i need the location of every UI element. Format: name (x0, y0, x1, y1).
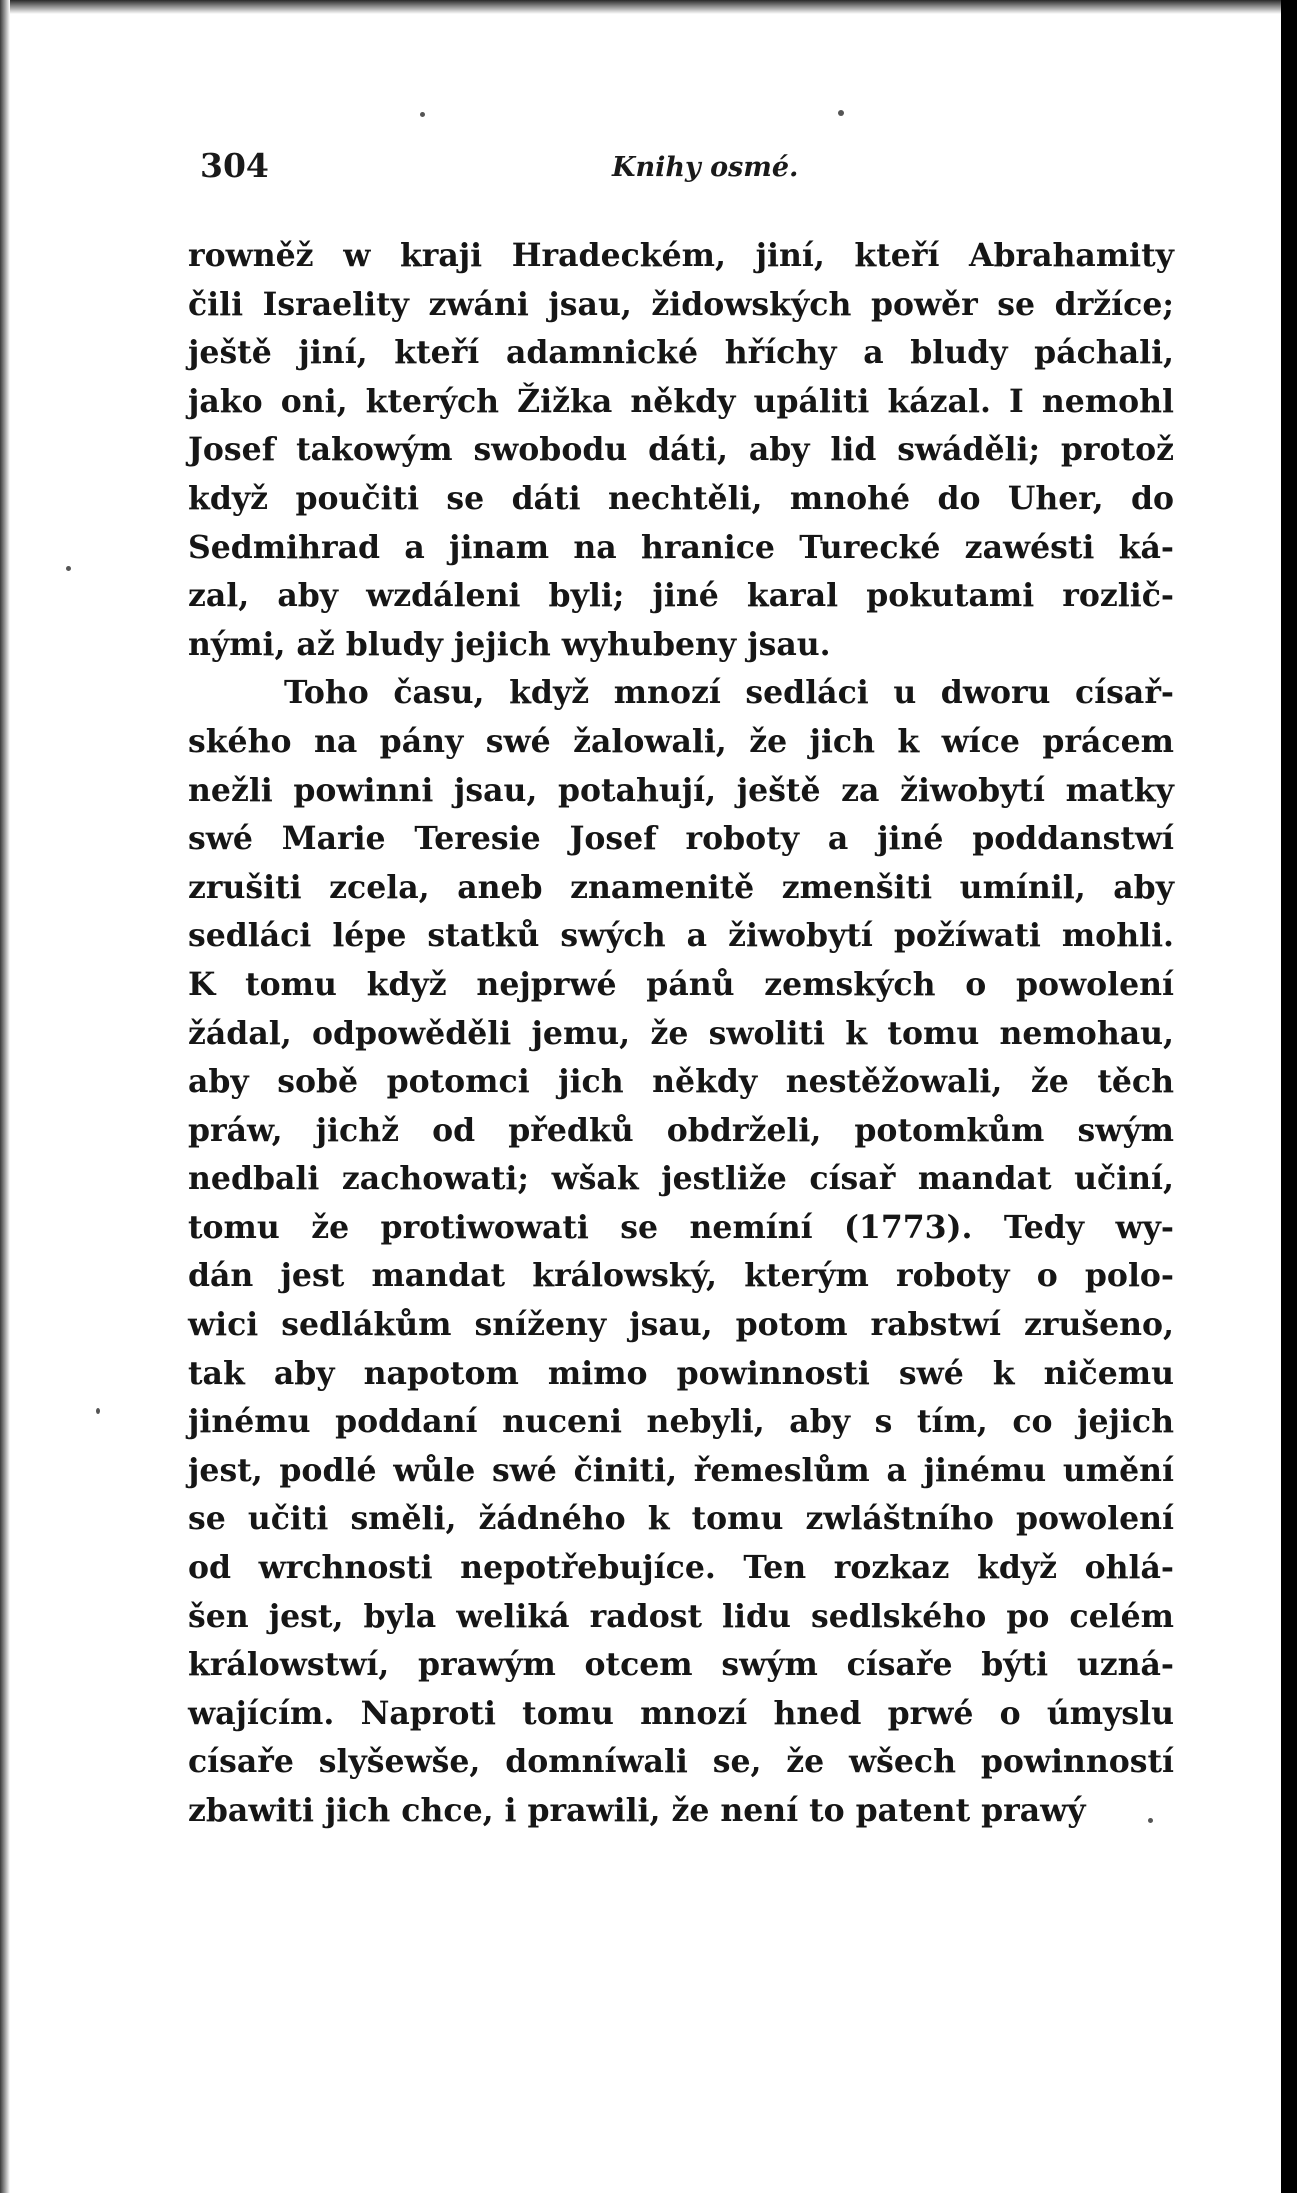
text-line: Sedmihrad a jinam na hranice Turecké zawésti ká- (188, 528, 1174, 566)
text-line: žádal, odpowěděli jemu, že swoliti k tomu nemohau, (188, 1014, 1174, 1052)
running-head: Knihy osmé. (612, 152, 799, 183)
text-line: králowstwí, prawým otcem swým císaře býti uzná- (188, 1646, 1174, 1684)
text-line: tak aby napotom mimo powinnosti swé k ničemu (188, 1354, 1174, 1392)
text-line: K tomu když nejprwé pánů zemských o powolení (188, 965, 1174, 1003)
text-line: zbawiti jich chce, i prawili, že není to patent prawý (188, 1792, 1086, 1829)
text-line: jinému poddaní nuceni nebyli, aby s tím, co jejich (188, 1403, 1174, 1441)
text-line: jako oni, kterých Žižka někdy upáliti kázal. I nemohl (188, 382, 1174, 420)
text-line: swé Marie Teresie Josef roboty a jiné poddanstwí (188, 820, 1174, 858)
page-number: 304 (200, 146, 269, 185)
text-line: Josef takowým swobodu dáti, aby lid swáděli; protož (188, 431, 1174, 469)
text-line: ského na pány swé žalowali, že jich k wíce prácem (188, 722, 1174, 760)
scan-speck (1148, 1818, 1153, 1823)
paragraph-end-line: nými, až bludy jejich wyhubeny jsau. (188, 625, 831, 663)
text-line: wajícím. Naproti tomu mnozí hned prwé o úmyslu (188, 1694, 1174, 1732)
text-line: nedbali zachowati; wšak jestliže císař mandat učiní, (188, 1160, 1174, 1198)
scan-speck (420, 112, 425, 117)
text-line: když poučiti se dáti nechtěli, mnohé do Uher, do (188, 479, 1174, 517)
scan-top-shadow (0, 0, 1281, 14)
text-line: wici sedlákům sníženy jsau, potom rabstwí zrušeno, (188, 1306, 1174, 1344)
text-line: tomu že protiwowati se nemíní (1773). Tedy wy- (188, 1208, 1174, 1246)
text-line: jest, podlé wůle swé činiti, řemeslům a jinému umění (188, 1451, 1174, 1489)
scan-speck (66, 566, 71, 571)
text-line: aby sobě potomci jich někdy nestěžowali, že těch (188, 1063, 1174, 1101)
text-line: práw, jichž od předků obdrželi, potomkům swým (188, 1111, 1174, 1149)
text-line: zal, aby wzdáleni byli; jiné karal pokutami rozlič- (188, 577, 1174, 615)
text-line: zrušiti zcela, aneb znamenitě zmenšiti umínil, aby (188, 868, 1174, 906)
body-text (188, 232, 1174, 1836)
paragraph-start-line: Toho času, když mnozí sedláci u dworu císař- (284, 674, 1174, 712)
text-line: císaře slyšewše, domníwali se, že wšech powinností (188, 1743, 1174, 1781)
text-line: šen jest, byla weliká radost lidu sedlského po celém (188, 1597, 1174, 1635)
scan-speck (96, 1408, 100, 1414)
scan-left-shadow (0, 0, 10, 2193)
text-line: dán jest mandat králowský, kterým roboty o polo- (188, 1257, 1174, 1295)
text-line: rowněž w kraji Hradeckém, jiní, kteří Abrahamity (188, 237, 1174, 274)
text-line: od wrchnosti nepotřebujíce. Ten rozkaz když ohlá- (188, 1549, 1174, 1587)
text-line: čili Israelity zwáni jsau, židowských powěr se držíce; (188, 285, 1174, 323)
page-header (200, 146, 1170, 190)
text-line: nežli powinni jsau, potahují, ještě za žiwobytí matky (188, 771, 1174, 809)
scan-right-edge (1281, 0, 1297, 2193)
scan-speck (838, 110, 844, 116)
text-line: ještě jiní, kteří adamnické hříchy a bludy páchali, (188, 334, 1174, 372)
text-line: sedláci lépe statků swých a žiwobytí požíwati mohli. (188, 917, 1174, 955)
text-line: se učiti směli, žádného k tomu zwláštního powolení (188, 1500, 1174, 1538)
